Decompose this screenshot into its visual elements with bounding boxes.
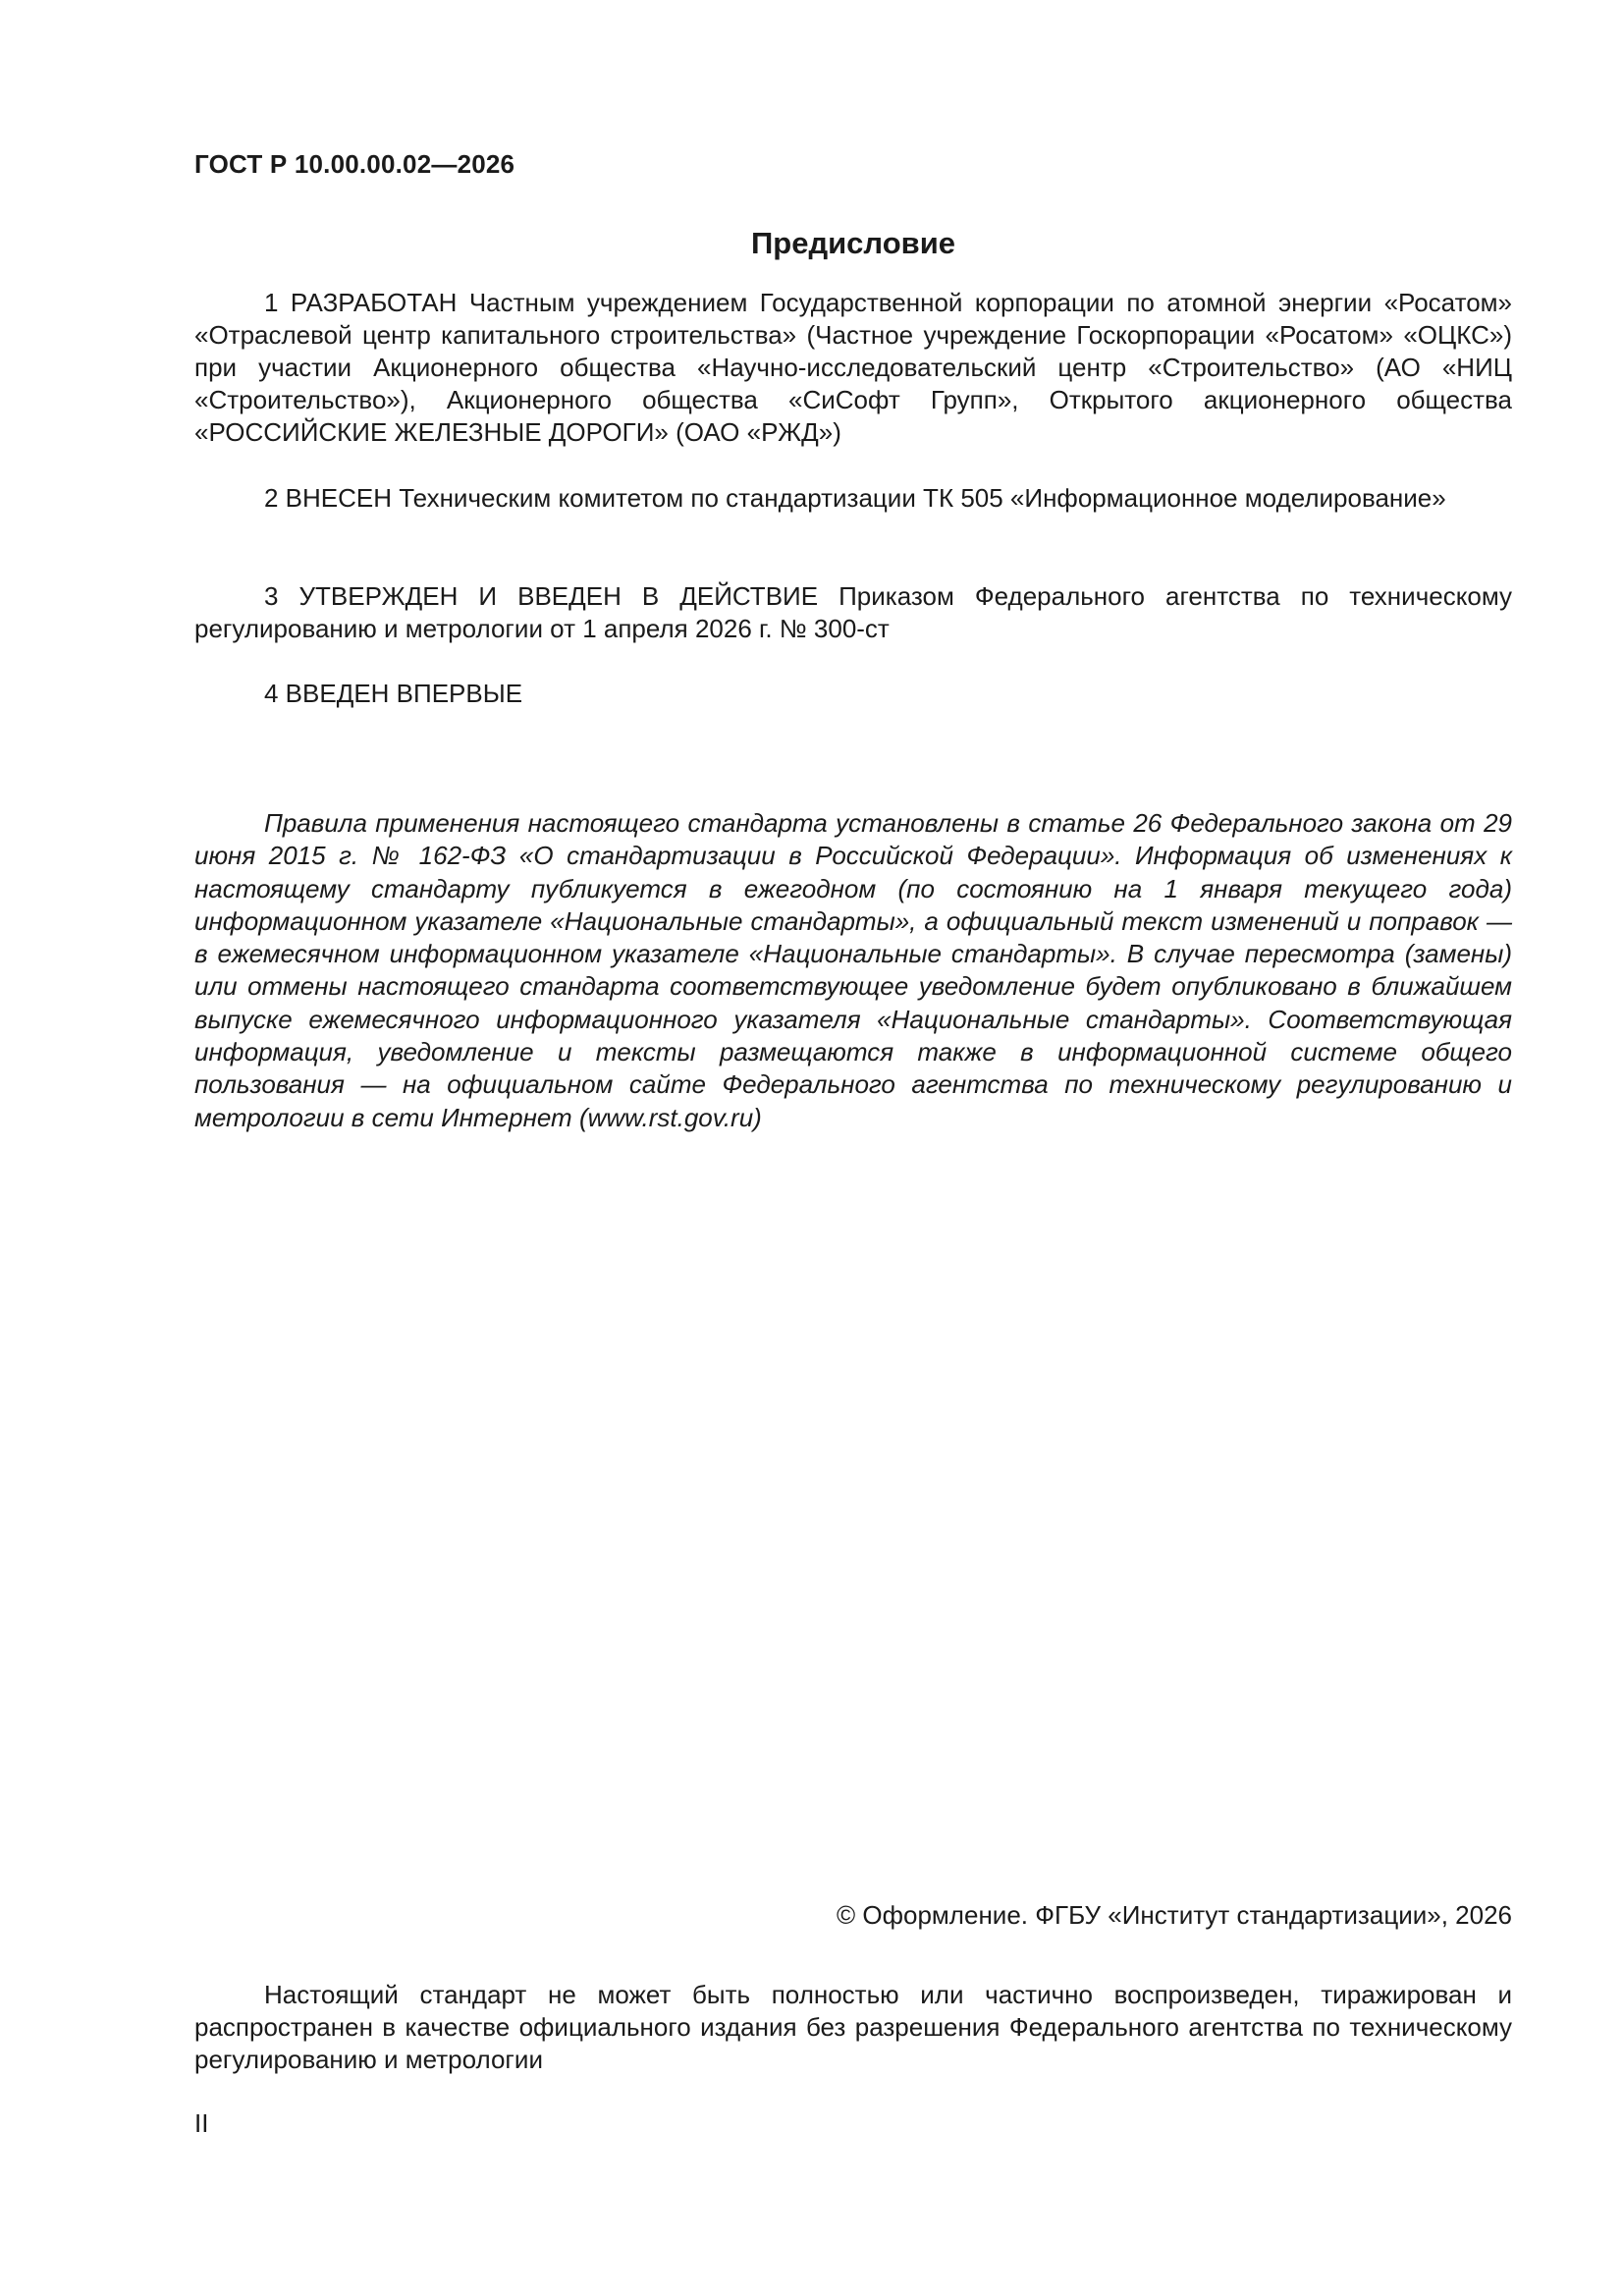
page-number: II <box>194 2108 209 2138</box>
foreword-item-submitted: 2 ВНЕСЕН Техническим комитетом по стандартизации ТК 505 «Информационное моделирование» <box>264 483 1446 513</box>
foreword-item-approved: 3 УТВЕРЖДЕН И ВВЕДЕН В ДЕЙСТВИЕ Приказом Федерального агентства по техническому регулированию и метрологии от 1 апреля 2026 г. № 300-ст <box>194 581 1512 643</box>
foreword-item-developed: 1 РАЗРАБОТАН Частным учреждением Государственной корпорации по атомной энергии «Росатом» «Отраслевой центр капитального строительства» (Частное учреждение Госкорпорации «Росатом» «ОЦКС») при участии Акционерного общества «Научно-исследовательский центр «Строительство» (АО «НИЦ «Строительство»), Акционерного общества «СиСофт Групп», Открытого акционерного общества «РОССИЙСКИЕ ЖЕЛЕЗНЫЕ ДОРОГИ» (ОАО «РЖД») <box>194 288 1512 447</box>
reproduction-notice: Настоящий стандарт не может быть полностью или частично воспроизведен, тиражирован и распространен в качестве официального издания без разрешения Федерального агентства по техническому регулированию и метрологии <box>194 1980 1512 2074</box>
foreword-item-introduced: 4 ВВЕДЕН ВПЕРВЫЕ <box>264 679 523 708</box>
document-code: ГОСТ Р 10.00.00.02—2026 <box>194 149 515 179</box>
application-rules-notice: Правила применения настоящего стандарта установлены в статье 26 Федерального закона от 29 июня 2015 г. № 162-ФЗ «О стандартизации в Российской Федерации». Информация об изменениях к настоящему стандарту публикуется в ежегодном (по состоянию на 1 января текущего года) информационном указателе «Национальные стандарты», а официальный текст изменений и поправок — в ежемесячном информационном указателе «Национальные стандарты». В случае пересмотра (замены) или отмены настоящего стандарта соответствующее уведомление будет опубликовано в ближайшем выпуске ежемесячного информационного указателя «Национальные стандарты». Соответствующая информация, уведомление и тексты размещаются также в информационной системе общего пользования — на официальном сайте Федерального агентства по техническому регулированию и метрологии в сети Интернет (www.rst.gov.ru) <box>194 808 1512 1132</box>
copyright-line: © Оформление. ФГБУ «Институт стандартизации», 2026 <box>837 1900 1512 1930</box>
foreword-title: Предисловие <box>750 226 955 260</box>
